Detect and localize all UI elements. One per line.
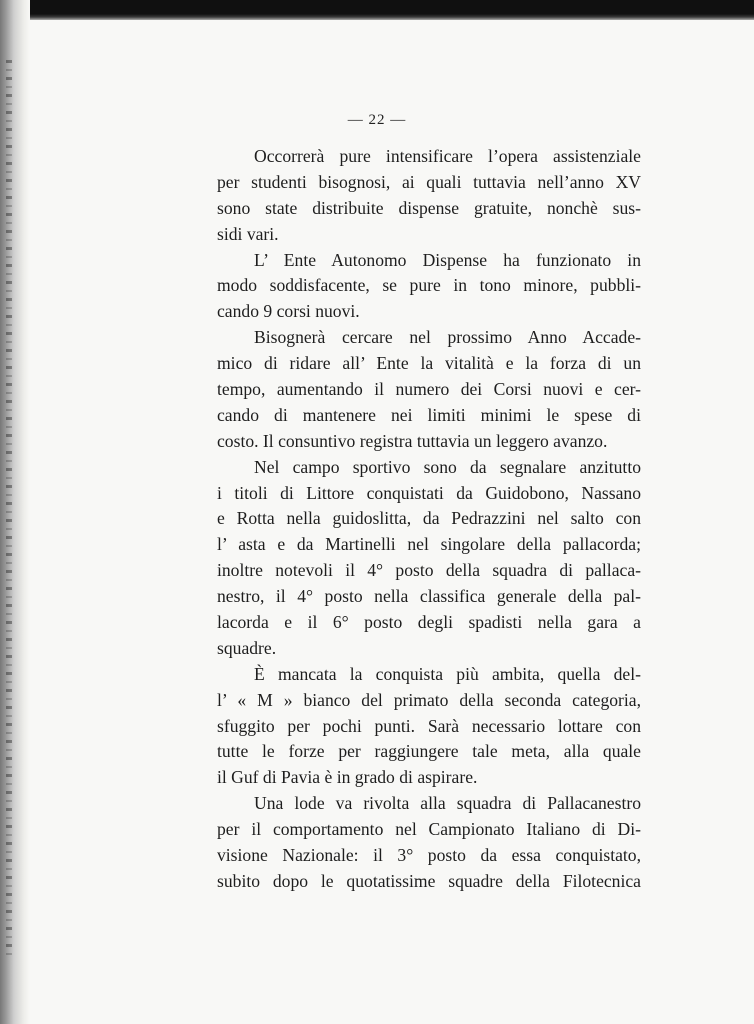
text-line: Bisognerà cercare nel prossimo Anno Accade-: [254, 327, 641, 348]
text-line: sfuggito per pochi punti. Sarà necessario lottare con: [217, 715, 641, 736]
text-line: cando di mantenere nei limiti minimi le spese di: [217, 404, 641, 425]
text-line: cando 9 corsi nuovi.: [217, 301, 360, 322]
scan-top-border: [0, 0, 754, 20]
text-line: inoltre notevoli il 4° posto della squadra di pallaca-: [217, 560, 641, 581]
text-line: Occorrerà pure intensificare l’opera assistenziale: [254, 146, 641, 166]
text-line: e Rotta nella guidoslitta, da Pedrazzini nel salto con: [217, 508, 641, 529]
text-line: per studenti bisognosi, ai quali tuttavia nell’anno XV: [217, 171, 641, 192]
body-text: [217, 144, 641, 895]
text-line: nestro, il 4° posto nella classifica generale della pal-: [217, 586, 641, 607]
text-line: sono state distribuite dispense gratuite, nonchè sus-: [217, 197, 641, 218]
scan-binding-edge: [0, 0, 30, 1024]
text-line: subito dopo le quotatissime squadre della Filotecnica: [217, 870, 641, 891]
text-line: Una lode va rivolta alla squadra di Pallacanestro: [254, 793, 641, 814]
text-line: modo soddisfacente, se pure in tono minore, pubbli-: [217, 275, 641, 296]
text-line: È mancata la conquista più ambita, quella del-: [254, 663, 641, 684]
text-line: tutte le forze per raggiungere tale meta, alla quale: [217, 741, 641, 762]
text-line: il Guf di Pavia è in grado di aspirare.: [217, 767, 478, 788]
page-number: — 22 —: [347, 112, 407, 128]
text-line: visione Nazionale: il 3° posto da essa conquistato,: [217, 845, 641, 866]
text-line: costo. Il consuntivo registra tuttavia un leggero avanzo.: [217, 430, 608, 451]
text-line: l’ asta e da Martinelli nel singolare della pallacorda;: [217, 534, 641, 555]
text-line: mico di ridare all’ Ente la vitalità e la forza di un: [217, 353, 641, 374]
text-line: tempo, aumentando il numero dei Corsi nuovi e cer-: [217, 379, 641, 400]
text-line: i titoli di Littore conquistati da Guidobono, Nassano: [217, 482, 641, 503]
text-line: L’ Ente Autonomo Dispense ha funzionato in: [254, 249, 641, 270]
text-line: squadre.: [217, 637, 277, 658]
text-line: sidi vari.: [217, 223, 279, 244]
text-line: Nel campo sportivo sono da segnalare anzitutto: [254, 456, 641, 477]
text-line: l’ « M » bianco del primato della seconda categoria,: [217, 689, 641, 710]
text-line: per il comportamento nel Campionato Italiano di Di-: [217, 819, 641, 840]
text-line: lacorda e il 6° posto degli spadisti nella gara a: [217, 612, 641, 633]
